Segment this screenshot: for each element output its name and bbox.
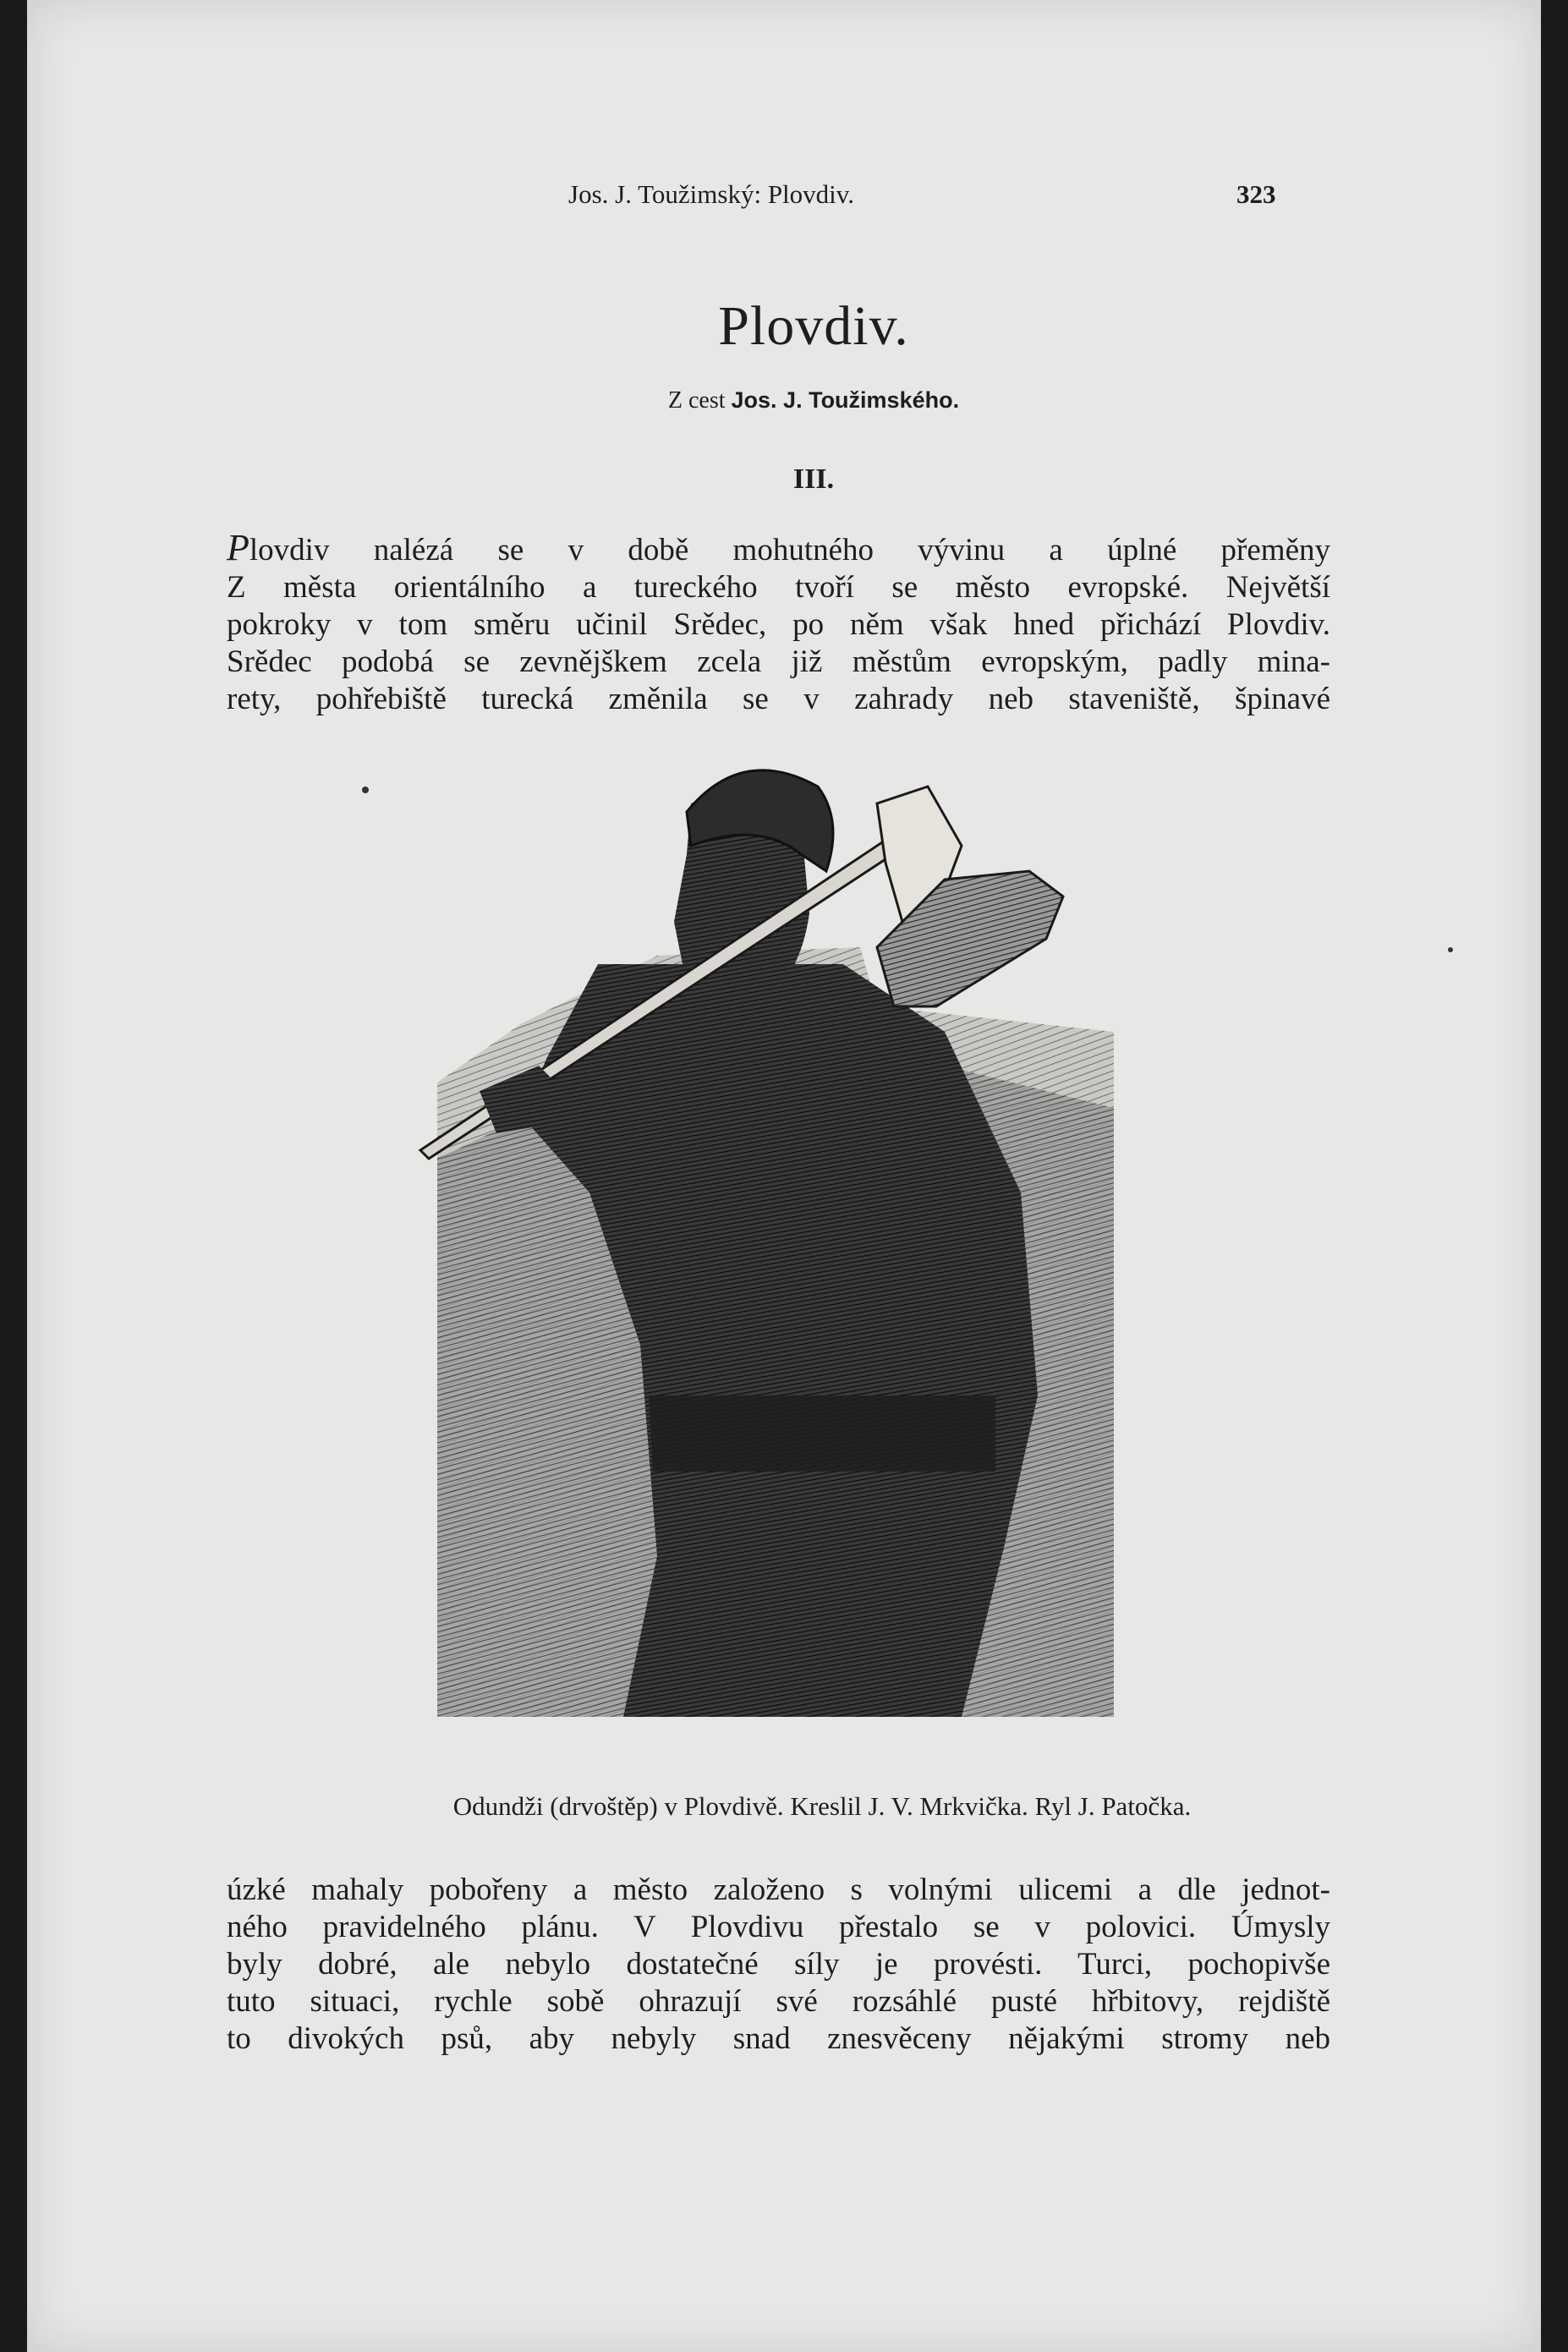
paragraph-line: Srědec podobá se zevnějškem zcela již městům evropským, padly mina-	[227, 644, 1330, 679]
running-title: Jos. J. Toužimský: Plovdiv.	[568, 179, 855, 209]
sash	[649, 1395, 995, 1472]
drop-cap: P	[227, 527, 249, 568]
paragraph-line: Z města orientálního a tureckého tvoří se město evropské. Největší	[227, 570, 1330, 605]
book-page	[27, 0, 1541, 2352]
paragraph-line: to divokých psů, aby nebyly snad znesvěceny nějakými stromy neb	[227, 2021, 1330, 2056]
figure-caption: Odundži (drvoštěp) v Plovdivě. Kreslil J. V. Mrkvička. Ryl J. Patočka.	[452, 1791, 1192, 1821]
paragraph-line: úzké mahaly pobořeny a město založeno s volnými ulicemi a dle jednot-	[227, 1872, 1330, 1907]
print-speck	[362, 787, 369, 793]
paragraph-line: Plovdiv nalézá se v době mohutného vývinu a úplné přeměny	[227, 527, 1330, 568]
woodcut-illustration	[403, 753, 1131, 1751]
section-number: III.	[792, 463, 835, 495]
article-subtitle	[27, 387, 1541, 414]
paragraph-2	[227, 1872, 1330, 2058]
print-speck	[1448, 947, 1453, 952]
article-title: Plovdiv.	[718, 295, 909, 357]
paragraph-1	[227, 529, 1330, 718]
paragraph-line: pokroky v tom směru učinil Srědec, po něm však hned přichází Plovdiv.	[227, 607, 1330, 642]
subtitle-author: Jos. J. Toužimského.	[731, 387, 960, 413]
paragraph-line: byly dobré, ale nebylo dostatečné síly je provésti. Turci, pochopivše	[227, 1947, 1330, 1982]
running-head	[27, 179, 1541, 213]
subtitle-prefix: Z cest	[667, 387, 726, 414]
page-number: 323	[1236, 179, 1276, 209]
paragraph-line: ného pravidelného plánu. V Plovdivu přestalo se v polovici. Úmysly	[227, 1910, 1330, 1944]
paragraph-line: rety, pohřebiště turecká změnila se v zahrady neb staveniště, špinavé	[227, 682, 1330, 716]
paragraph-line: tuto situaci, rychle sobě ohrazují své rozsáhlé pusté hřbitovy, rejdiště	[227, 1984, 1330, 2019]
